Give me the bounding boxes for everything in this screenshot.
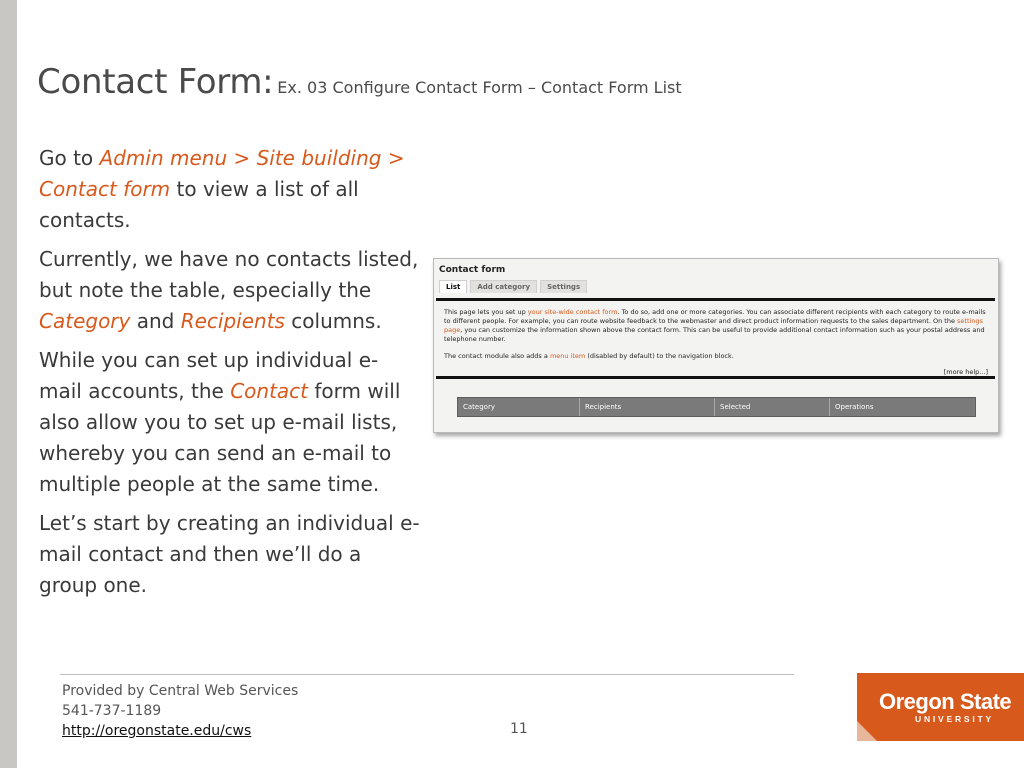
screenshot-paragraph-1 [444,308,992,344]
logo-fold-corner [857,721,877,741]
column-operations: Operations [835,403,874,411]
tab-settings[interactable]: Settings [540,280,587,293]
contact-form-screenshot [433,258,999,433]
slide-title [37,62,682,102]
text: Go to [39,146,100,170]
title-subtitle: Ex. 03 Configure Contact Form – Contact Form List [277,78,682,97]
contact-categories-table-header [457,397,976,417]
paragraph-1 [39,143,421,236]
paragraph-3 [39,345,421,500]
site-wide-contact-form-link[interactable]: your site-wide contact form [527,308,618,316]
logo-name: Oregon State [879,689,1012,714]
left-accent-bar [0,0,17,768]
column-category[interactable]: Category [458,398,580,416]
logo-subtitle: UNIVERSITY [915,714,995,724]
text: Currently, we have no contacts listed, but note the table, especially the [39,247,419,302]
column-selected[interactable]: Selected [715,398,830,416]
text: The contact module also adds a [444,352,550,360]
footer-divider [60,674,794,675]
text: While you can set up individual e-mail accounts, the [39,348,379,403]
tab-list[interactable]: List [439,280,467,293]
text: form will also allow you to set up e-mail lists, whereby you can send an e-mail to multiple people at the same time. [39,379,401,496]
footer-phone: 541-737-1189 [62,703,162,719]
text: to view a list of all contacts. [39,177,359,232]
text: columns. [284,309,382,333]
title-main: Contact Form: [37,62,274,102]
page-number: 11 [510,721,528,737]
paragraph-4: Let’s start by creating an individual e-mail contact and then we’ll do a group one. [39,511,420,597]
footer-link[interactable]: http://oregonstate.edu/cws [62,723,252,739]
category-highlight: Category [39,309,131,333]
screenshot-title: Contact form [439,265,506,275]
settings-page-link[interactable]: settings page [444,317,983,334]
recipients-highlight: Recipients [180,309,285,333]
contact-highlight: Contact [230,379,309,403]
slide-body [39,143,421,609]
screenshot-paragraph-2 [444,352,992,361]
menu-item-link[interactable]: menu item [549,352,586,360]
text: . To do so, add one or more categories. You can associate different recipients with each category to route e-mails to different people. For example, you can route website feedback to the webmaster and direct product information requests to the sales department. On the [444,308,986,325]
screenshot-tabs [439,280,587,293]
text: (disabled by default) to the navigation block. [585,352,734,360]
footer [62,681,298,741]
divider-bottom [436,376,995,379]
text: , you can customize the information shown above the contact form. This can be useful to provide additional contact information such as your postal address and telephone number. [444,326,985,343]
divider-top [436,298,995,301]
oregon-state-logo [857,673,1024,741]
text: and [130,309,181,333]
admin-path-highlight: Admin menu > Site building > Contact form [39,146,405,201]
paragraph-2 [39,244,421,337]
footer-provider: Provided by Central Web Services [62,683,299,699]
more-help-link[interactable]: [more help...] [943,368,988,376]
tab-add-category[interactable]: Add category [470,280,537,293]
column-recipients[interactable]: Recipients [580,398,715,416]
text: This page lets you set up [444,308,528,316]
